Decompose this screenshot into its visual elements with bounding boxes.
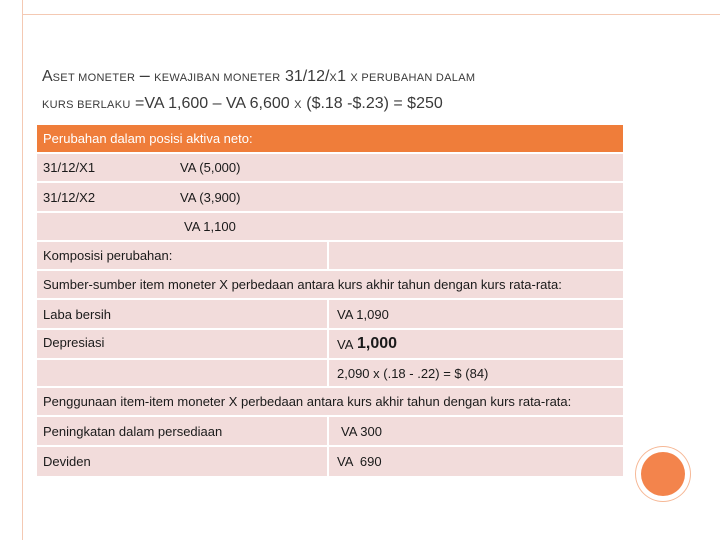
laba-value: VA 1,090	[337, 306, 389, 322]
title-x: X	[329, 72, 338, 84]
column-divider	[327, 360, 329, 386]
depresiasi-amount: 1,000	[357, 335, 398, 352]
table-header-row	[37, 125, 623, 154]
title-initial: A	[42, 68, 53, 85]
column-divider	[327, 242, 329, 269]
row-label: 31/12/X2	[43, 189, 96, 205]
calc-row	[37, 360, 623, 388]
title-line-1	[42, 62, 642, 91]
column-divider	[327, 417, 329, 445]
penggunaan-row	[37, 388, 623, 417]
subtotal-value: VA 1,100	[184, 219, 236, 234]
table-row	[37, 183, 623, 213]
title-line-2	[42, 91, 642, 118]
table-row	[37, 154, 623, 183]
table-header: Perubahan dalam posisi aktiva neto:	[43, 131, 253, 146]
persediaan-label: Peningkatan dalam persediaan	[43, 423, 223, 439]
decorative-circle-icon	[641, 452, 685, 496]
title-year: 1	[337, 68, 346, 85]
sumber-row	[37, 271, 623, 300]
title-perubahan: X PERUBAHAN DALAM	[350, 72, 476, 84]
title-date: 31/12/	[284, 68, 330, 85]
subtotal-row	[37, 213, 623, 242]
table-row	[37, 300, 623, 330]
persediaan-value: VA 300	[341, 423, 382, 439]
komposisi-label: Komposisi perubahan:	[43, 248, 173, 263]
title-dash: –	[139, 65, 150, 85]
penggunaan-label: Penggunaan item-item moneter X perbedaan antara kurs akhir tahun dengan kurs rata-rata:	[43, 394, 572, 409]
table-row	[37, 417, 623, 447]
title-kewajiban: KEWAJIBAN MONETER	[154, 72, 281, 84]
slide-frame-top	[22, 14, 720, 15]
sumber-label: Sumber-sumber item moneter X perbedaan antara kurs akhir tahun dengan kurs rata-rata:	[43, 277, 562, 292]
deviden-value: VA 690	[337, 454, 382, 469]
table-row	[37, 330, 623, 360]
title-equation: =VA 1,600 – VA 6,600	[135, 95, 290, 112]
slide-title	[42, 62, 642, 118]
komposisi-row	[37, 242, 623, 271]
column-divider	[327, 300, 329, 328]
laba-label: Laba bersih	[43, 306, 111, 322]
calc-value: 2,090 x (.18 - .22) = $ (84)	[337, 365, 489, 381]
row-label: 31/12/X1	[43, 160, 96, 175]
row-value: VA (5,000)	[180, 160, 241, 175]
title-times: X	[294, 99, 302, 111]
title-kurs: KURS BERLAKU	[42, 99, 131, 111]
column-divider	[327, 447, 329, 476]
table-row	[37, 447, 623, 476]
slide-frame-left	[8, 0, 23, 540]
row-value: VA (3,900)	[180, 189, 241, 205]
depresiasi-label: Depresiasi	[43, 335, 105, 350]
column-divider	[327, 330, 329, 358]
depresiasi-prefix: VA	[337, 336, 354, 352]
deviden-label: Deviden	[43, 454, 91, 469]
title-calc: ($.18 -$.23) = $250	[306, 95, 443, 112]
title-aset: SET MONETER	[52, 72, 136, 84]
depresiasi-value	[337, 330, 397, 358]
